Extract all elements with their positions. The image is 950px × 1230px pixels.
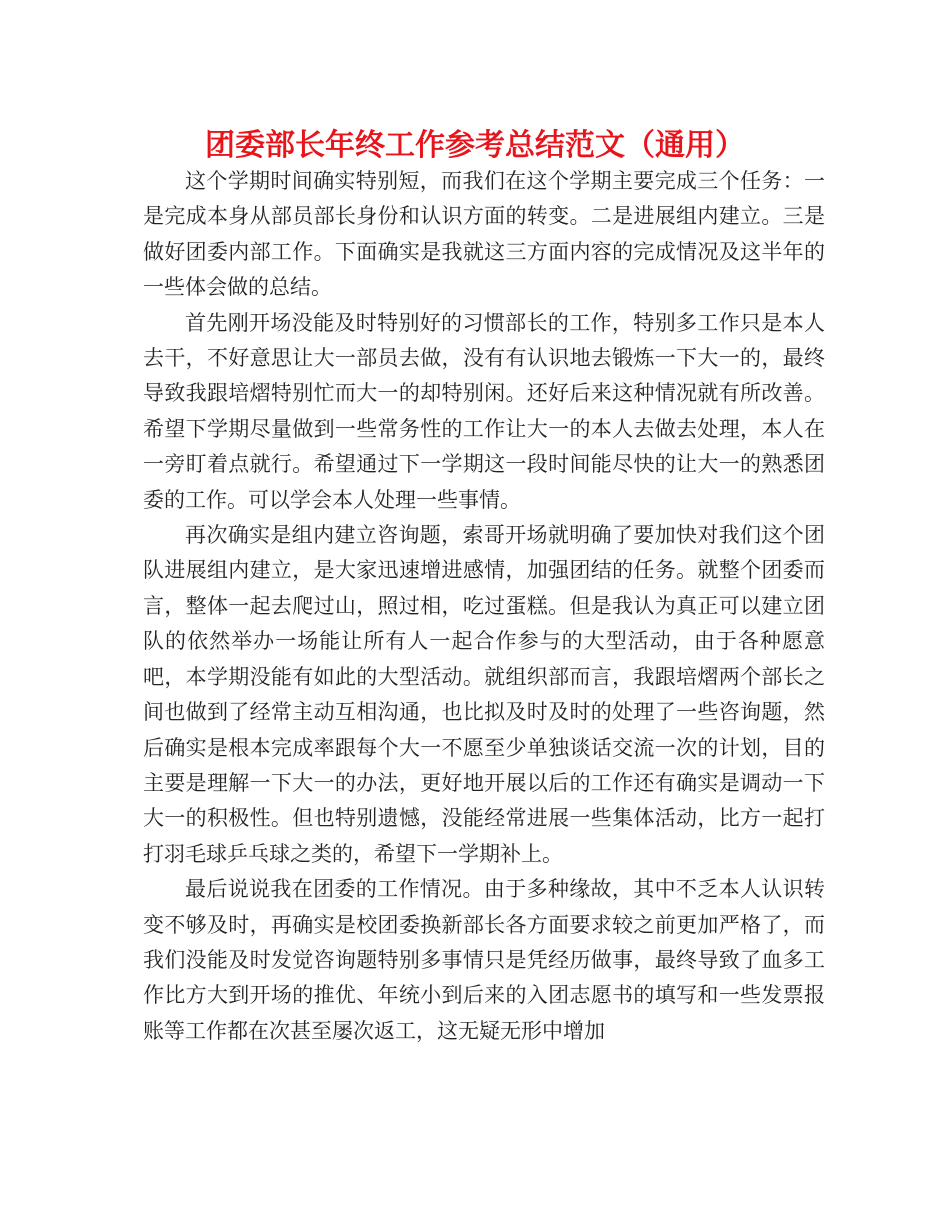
paragraph-1: 这个学期时间确实特别短，而我们在这个学期主要完成三个任务：一是完成本身从部员部长身份和认识方面的转变。二是进展组内建立。三是做好团委内部工作。下面确实是我就这三方面内容的完成情况及这半年的一些体会做的总结。	[143, 169, 825, 300]
paragraph-4: 最后说说我在团委的工作情况。由于多种缘故，其中不乏本人认识转变不够及时，再确实是校团委换新部长各方面要求较之前更加严格了，而我们没能及时发觉咨询题特别多事情只是凭经历做事，最终导致了血多工作比方大到开场的推优、年统小到后来的入团志愿书的填写和一些发票报账等工作都在次甚至屡次返工，这无疑无形中增加	[143, 877, 825, 1043]
paragraph-3: 再次确实是组内建立咨询题，索哥开场就明确了要加快对我们这个团队进展组内建立，是大家迅速增进感情，加强团结的任务。就整个团委而言，整体一起去爬过山，照过相，吃过蛋糕。但是我认为真正可以建立团队的依然举办一场能让所有人一起合作参与的大型活动，由于各种愿意吧，本学期没能有如此的大型活动。就组织部而言，我跟培熠两个部长之间也做到了经常主动互相沟通，也比拟及时及时的处理了一些咨询题，然后确实是根本完成率跟每个大一不愿至少单独谈话交流一次的计划，目的主要是理解一下大一的办法，更好地开展以后的工作还有确实是调动一下大一的积极性。但也特别遗憾，没能经常进展一些集体活动，比方一起打打羽毛球乒乓球之类的，希望下一学期补上。	[143, 523, 825, 866]
document-body	[143, 164, 825, 1049]
document-title: 团委部长年终工作参考总结范文（通用）	[205, 128, 745, 163]
paragraph-2: 首先刚开场没能及时特别好的习惯部长的工作，特别多工作只是本人去干，不好意思让大一部员去做，没有有认识地去锻炼一下大一的，最终导致我跟培熠特别忙而大一的却特别闲。还好后来这种情况就有所改善。希望下学期尽量做到一些常务性的工作让大一的本人去做去处理，本人在一旁盯着点就行。希望通过下一学期这一段时间能尽快的让大一的熟悉团委的工作。可以学会本人处理一些事情。	[143, 310, 825, 512]
